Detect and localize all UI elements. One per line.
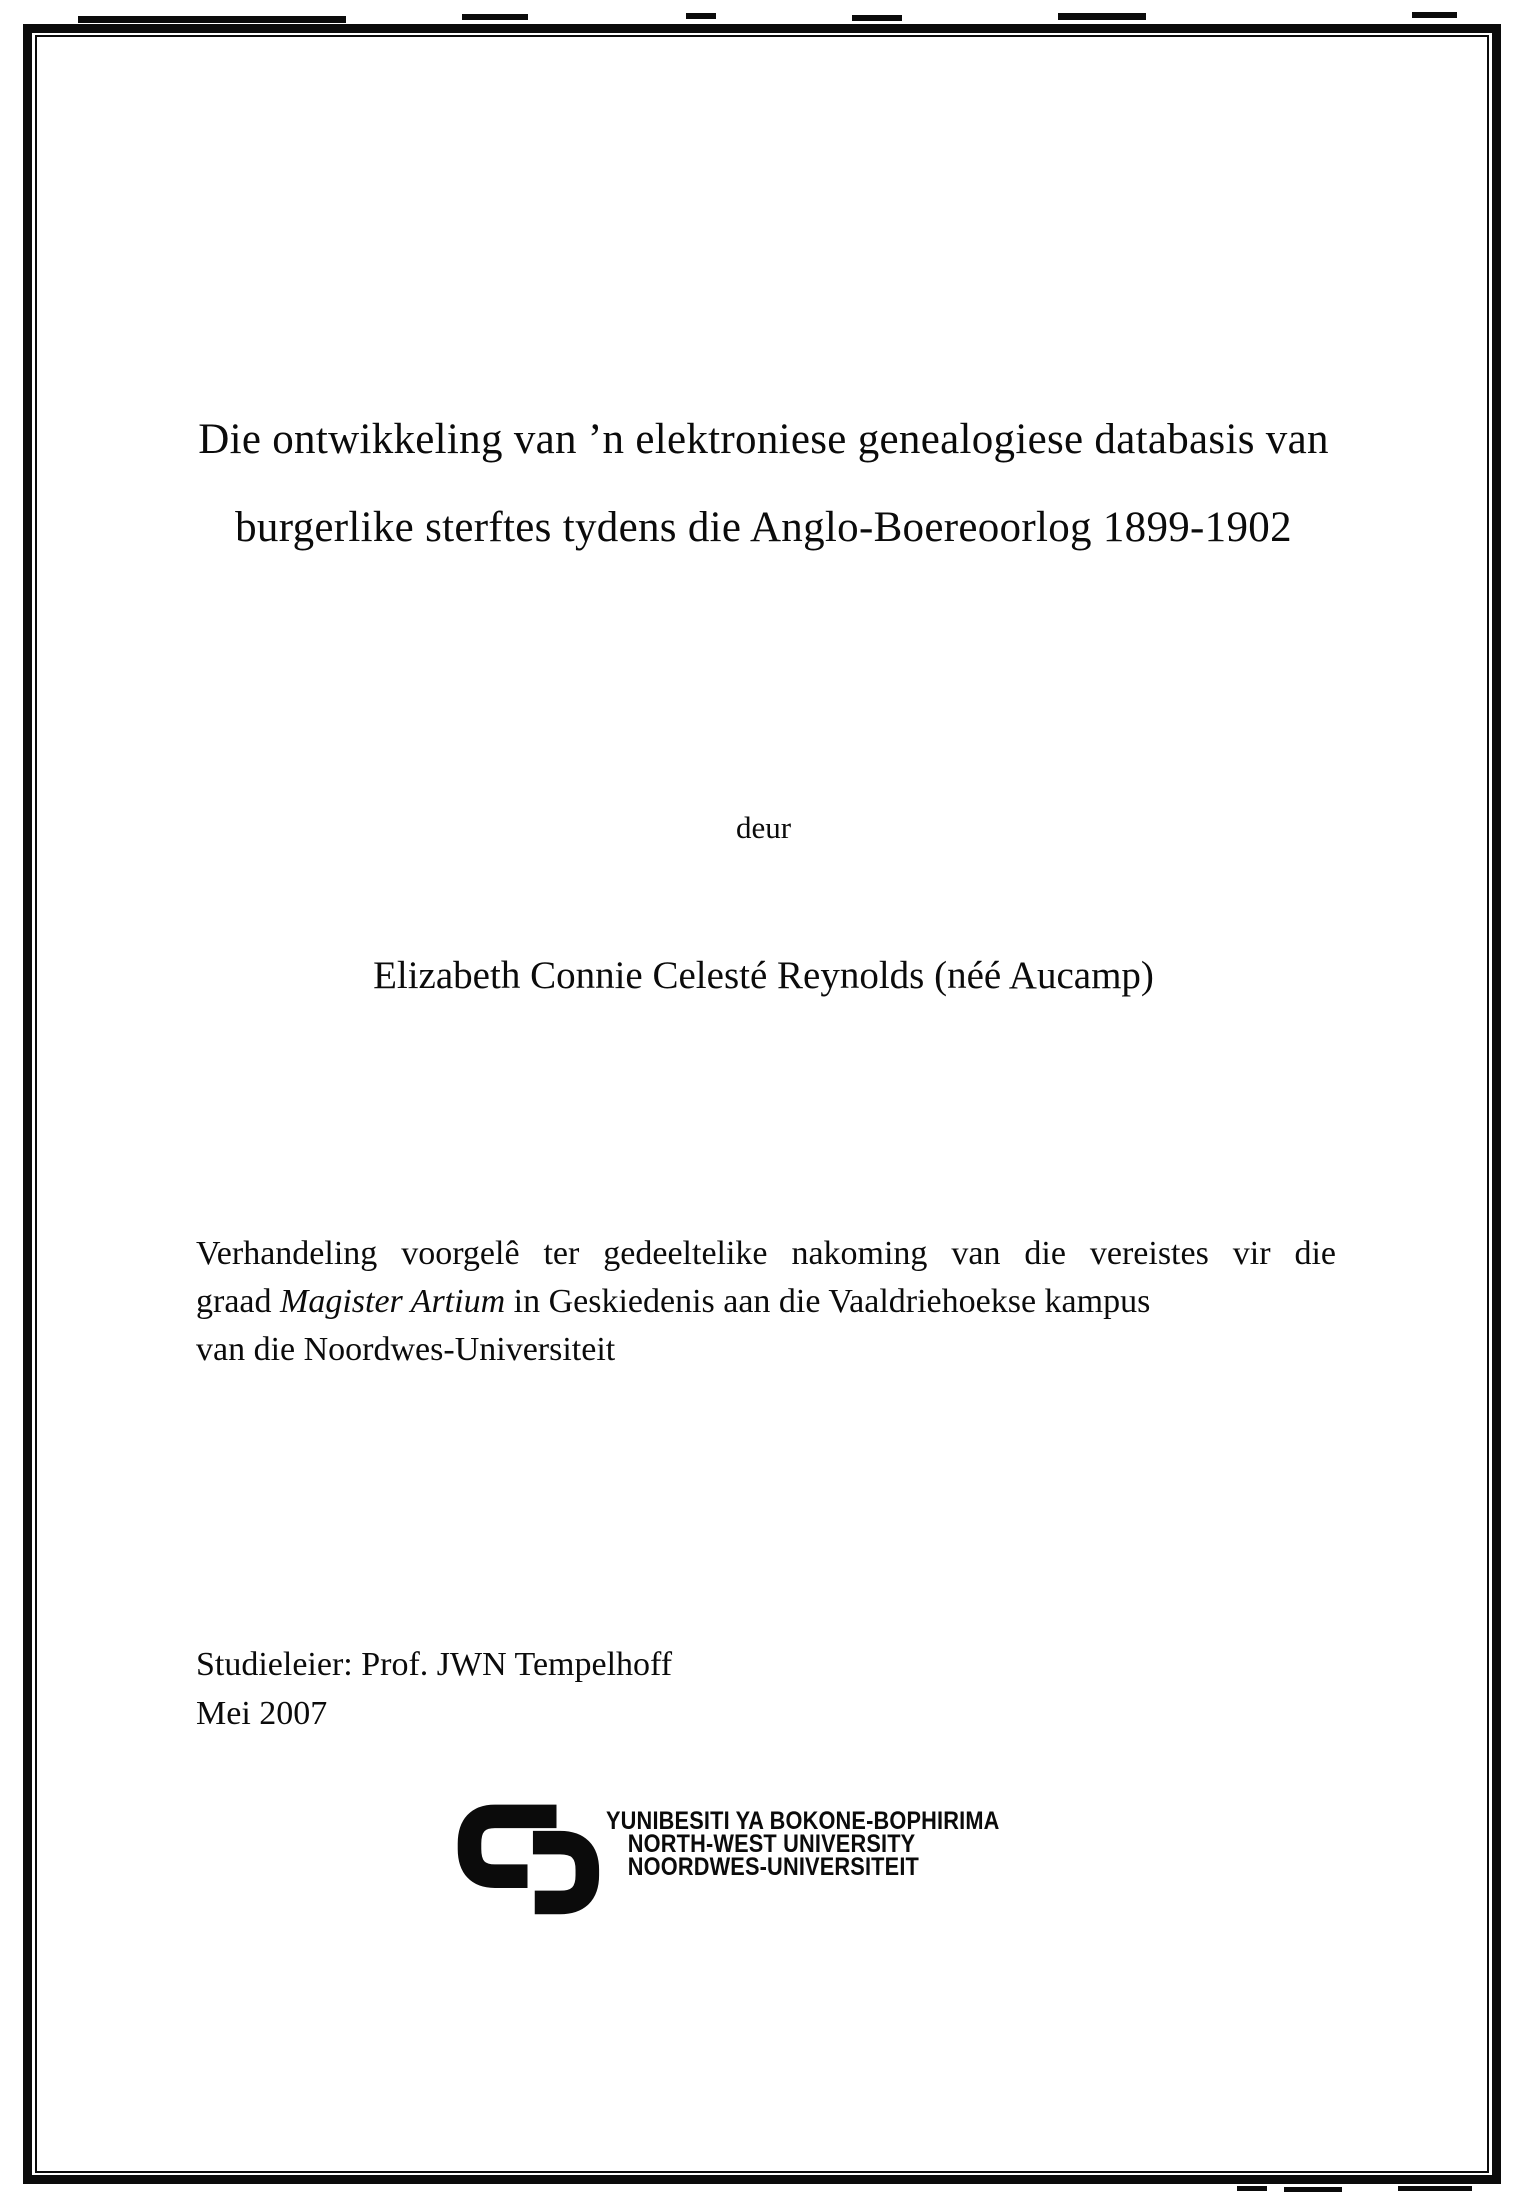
byline-label: deur — [735, 810, 792, 845]
scan-artifact — [1398, 2186, 1472, 2191]
university-name-block — [606, 1807, 1000, 1881]
scan-artifact — [852, 15, 902, 21]
thesis-title-line2: burgerlike sterftes tydens die Anglo-Boereoorlog 1899-1902 — [235, 504, 1292, 551]
university-name-english: NORTH-WEST UNIVERSITY — [627, 1830, 916, 1858]
university-name-setswana: YUNIBESITI YA BOKONE-BOPHIRIMA — [606, 1807, 1000, 1835]
statement-line2-suffix: in Geskiedenis aan die Vaaldriehoekse kampus — [505, 1283, 1151, 1320]
supervisor-line: Studieleier: Prof. JWN Tempelhoff — [196, 1646, 673, 1683]
university-logo — [455, 1798, 1058, 1919]
scan-artifact — [1058, 13, 1146, 20]
scan-artifact — [1412, 12, 1457, 18]
scan-artifact — [78, 16, 346, 23]
degree-name: Magister Artium — [280, 1283, 506, 1320]
scan-artifact — [1237, 2186, 1267, 2191]
supervisor-block — [196, 1640, 672, 1738]
thesis-title-line1: Die ontwikkeling van ’n elektroniese genealogiese databasis van — [198, 416, 1329, 463]
statement-line2 — [196, 1278, 1336, 1326]
statement-line1: Verhandeling voorgelê ter gedeeltelike nakoming van die vereistes vir die — [196, 1235, 1336, 1272]
university-name-afrikaans: NOORDWES-UNIVERSITEIT — [627, 1853, 920, 1881]
scan-artifact — [1284, 2187, 1342, 2192]
nwu-logo-icon — [455, 1798, 600, 1919]
thesis-title — [0, 396, 1527, 572]
statement-line3: van die Noordwes-Universiteit — [196, 1331, 616, 1368]
statement-line2-prefix: graad — [196, 1283, 281, 1320]
scan-artifact — [462, 14, 528, 20]
scan-artifact — [686, 13, 716, 19]
submission-statement — [196, 1230, 1336, 1374]
author-name: Elizabeth Connie Celesté Reynolds (néé Aucamp) — [373, 954, 1154, 997]
date-line: Mei 2007 — [196, 1695, 328, 1732]
